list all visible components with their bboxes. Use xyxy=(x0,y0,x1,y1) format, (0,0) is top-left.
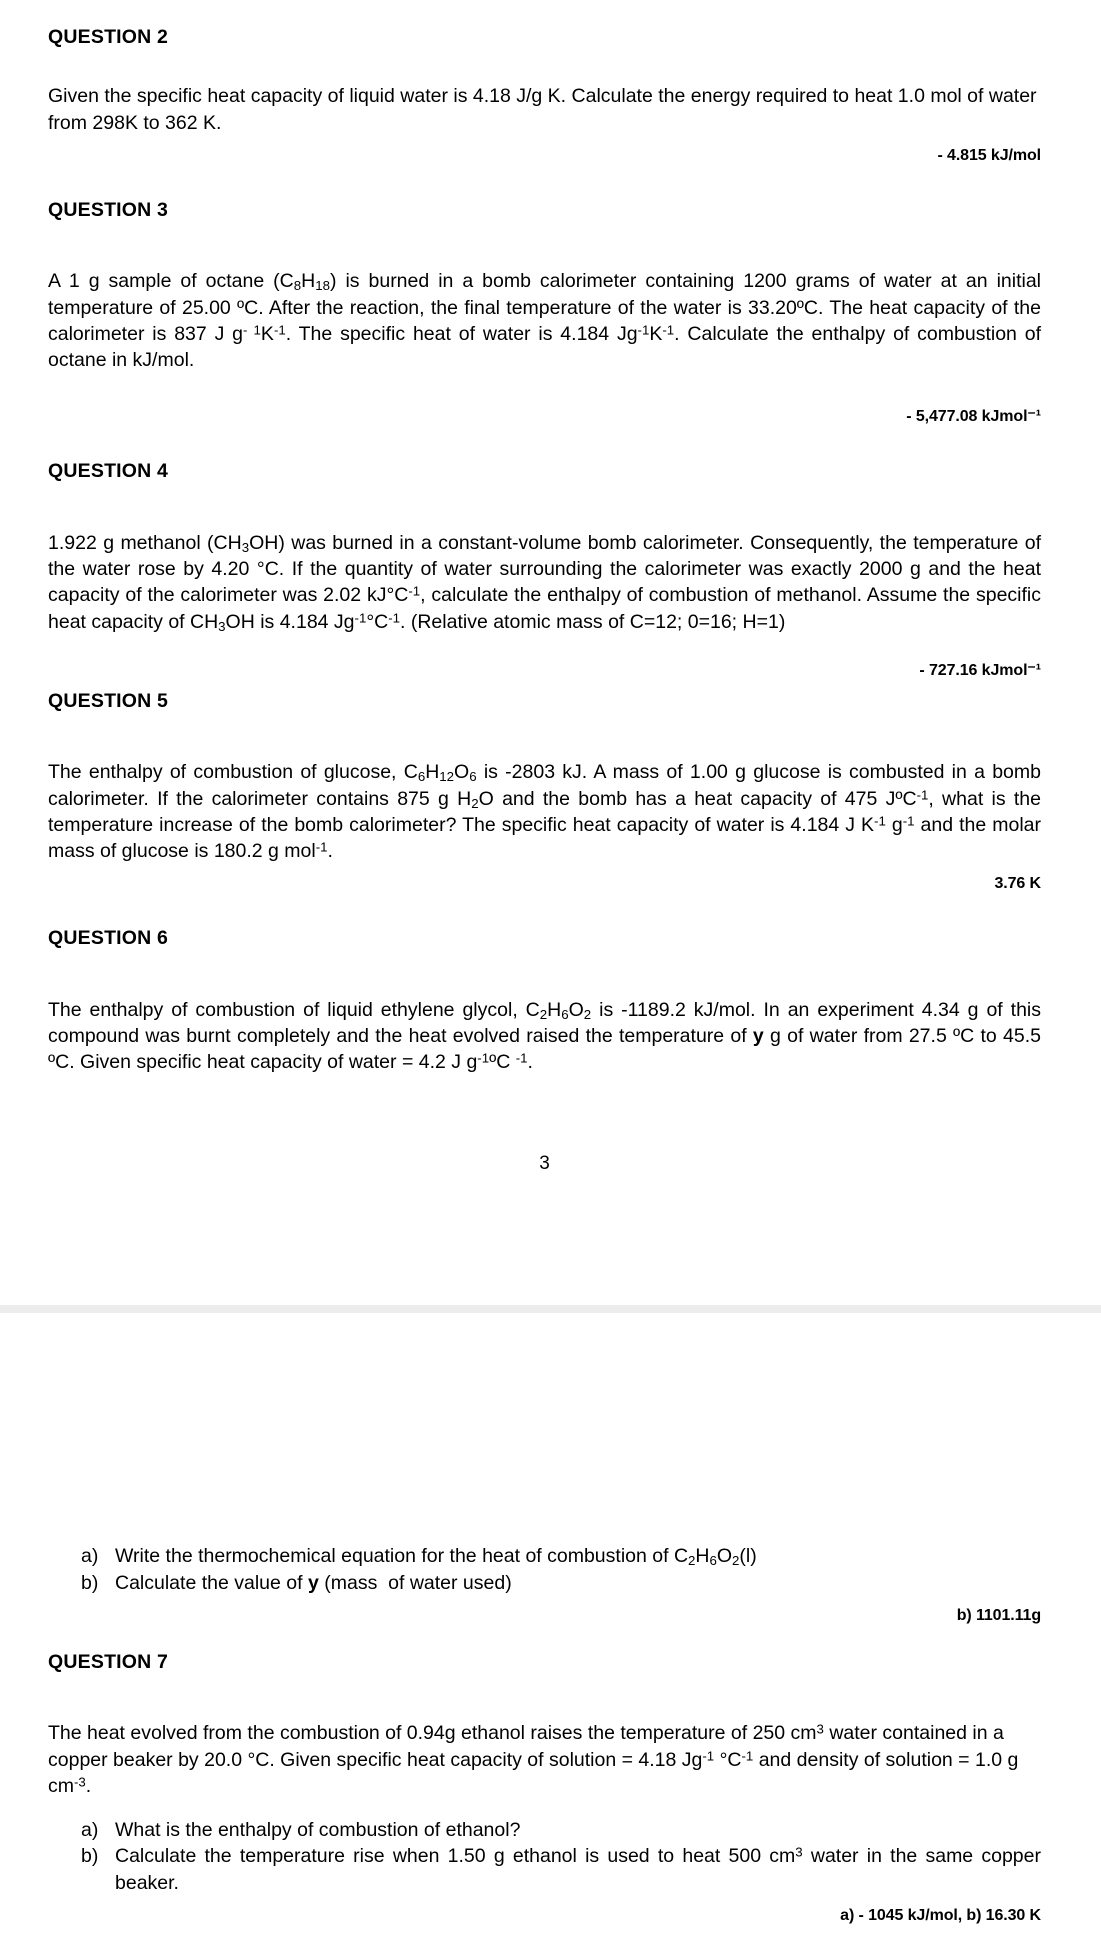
spacer xyxy=(48,1896,1041,1906)
question-7-body: The heat evolved from the combustion of 0.94g ethanol raises the temperature of 250 $cm^3$ water contained in a copper beaker by 20.0 °C. Given specific heat capacity of solution = 4.18 $Jg^{-1}$ $^\circ C^{-1}$ and density of solution = 1.0 g $cm^{-3}$. xyxy=(48,1721,1019,1797)
spacer xyxy=(48,713,1041,759)
question-6-sublist xyxy=(48,1543,1041,1595)
spacer xyxy=(48,951,1041,997)
spacer xyxy=(48,635,1041,661)
question-6-body: The enthalpy of combustion of liquid ethylene glycol, $C_2H_6O_2$ is -1189.2 kJ/mol. In an experiment 4.34 g of this compound was burnt completely and the heat evolved raised the temperature of y g of water from 27.5 ºC to 45.5 ºC. Given specific heat capacity of water = 4.2 J $g^{-1}ºC$ $^{-1}$. xyxy=(48,998,1042,1074)
list-item-text: Write the thermochemical equation for the heat of combustion of $C_2H_6O_2(l)$ xyxy=(115,1545,757,1569)
spacer xyxy=(48,893,1041,927)
question-4-body: 1.922 g methanol $(CH_3OH)$ was burned in a constant-volume bomb calorimeter. Consequently, the temperature of the water rose by 4.20 °C. If the quantity of water surrounding the calorimeter was exactly 2000 g and the heat capacity of the calorimeter was 2.02 $kJ^\circ C^{-1}$, calculate the enthalpy of combustion of methanol. Assume the specific heat capacity of $CH_3OH$ is 4.184 $Jg^{-1}^\circ C^{-1}$. (Relative atomic mass of C=12; 0=16; H=1) xyxy=(48,531,1041,634)
spacer xyxy=(48,0,1041,26)
question-2-heading: QUESTION 2 xyxy=(48,26,169,48)
list-marker: b) xyxy=(81,1571,99,1594)
list-marker: a) xyxy=(81,1545,99,1568)
question-6-heading: QUESTION 6 xyxy=(48,927,169,950)
document-page-2 xyxy=(0,1313,1101,1943)
list-item xyxy=(48,1543,1041,1569)
question-6-answer: b) 1101.11g xyxy=(956,1606,1041,1624)
spacer xyxy=(48,1443,1041,1543)
spacer xyxy=(48,1625,1041,1651)
question-2-answer: - 4.815 kJ/mol xyxy=(937,146,1041,164)
question-5-answer: 3.76 K xyxy=(994,875,1041,893)
spacer xyxy=(48,1075,1041,1153)
list-item-text: Calculate the value of y (mass of water used) xyxy=(115,1571,512,1594)
spacer xyxy=(48,49,1041,83)
spacer xyxy=(48,484,1041,530)
spacer xyxy=(48,426,1041,460)
spacer xyxy=(48,1925,1041,1943)
list-item-text: Calculate the temperature rise when 1.50 g ethanol is used to heat 500 $cm^3$ water in the same copper beaker. xyxy=(115,1844,1041,1894)
spacer xyxy=(48,1313,1041,1443)
spacer xyxy=(48,165,1041,199)
spacer xyxy=(48,1799,1041,1817)
page-separator xyxy=(0,1305,1101,1313)
list-marker: b) xyxy=(81,1845,99,1868)
question-3-answer: - 5,477.08 kJmol⁻¹ xyxy=(906,408,1041,426)
spacer xyxy=(48,1175,1041,1305)
spacer xyxy=(48,1596,1041,1606)
question-4-heading: QUESTION 4 xyxy=(48,460,169,483)
list-item xyxy=(48,1817,1041,1843)
question-5-heading: QUESTION 5 xyxy=(48,689,169,712)
spacer xyxy=(48,864,1041,874)
question-7-answer: a) - 1045 kJ/mol, b) 16.30 K xyxy=(840,1906,1041,1924)
question-7-heading: QUESTION 7 xyxy=(48,1651,169,1674)
list-marker: a) xyxy=(81,1819,99,1842)
spacer xyxy=(48,136,1041,146)
question-4-answer: - 727.16 kJmol⁻¹ xyxy=(919,661,1041,679)
list-item xyxy=(48,1570,1041,1596)
question-2-body: Given the specific heat capacity of liquid water is 4.18 J/g K. Calculate the energy required to heat 1.0 mol of water from 298K to 362 K. xyxy=(48,85,1037,134)
question-7-sublist xyxy=(48,1817,1041,1896)
list-item xyxy=(48,1843,1041,1895)
spacer xyxy=(48,680,1041,690)
spacer xyxy=(48,1674,1041,1720)
page-number: 3 xyxy=(539,1153,550,1175)
question-3-body: A 1 g sample of octane $(C_8H_{18})$ is burned in a bomb calorimeter containing 1200 grams of water at an initial temperature of 25.00 ºC. After the reaction, the final temperature of the water is 33.20ºC. The heat capacity of the calorimeter is 837 J $g^{- 1}K^{-1}$. The specific heat of water is 4.184 $Jg^{-1}K^{-1}$. Calculate the enthalpy of combustion of octane in kJ/mol. xyxy=(48,270,1042,372)
question-3-heading: QUESTION 3 xyxy=(48,199,169,222)
spacer xyxy=(48,222,1041,268)
list-item-text: What is the enthalpy of combustion of ethanol? xyxy=(115,1819,521,1842)
question-5-body: The enthalpy of combustion of glucose, $C_6H_{12}O_6$ is -2803 kJ. A mass of 1.00 g glucose is combusted in a bomb calorimeter. If the calorimeter contains 875 g $H_2O$ and the bomb has a heat capacity of 475 JºC$^{-1}$, what is the temperature increase of the bomb calorimeter? The specific heat capacity of water is 4.184 J $K^{-1}$ $g^{-1}$ and the molar mass of glucose is 180.2 g mol$^{-1}$. xyxy=(48,761,1042,862)
spacer xyxy=(48,373,1041,407)
